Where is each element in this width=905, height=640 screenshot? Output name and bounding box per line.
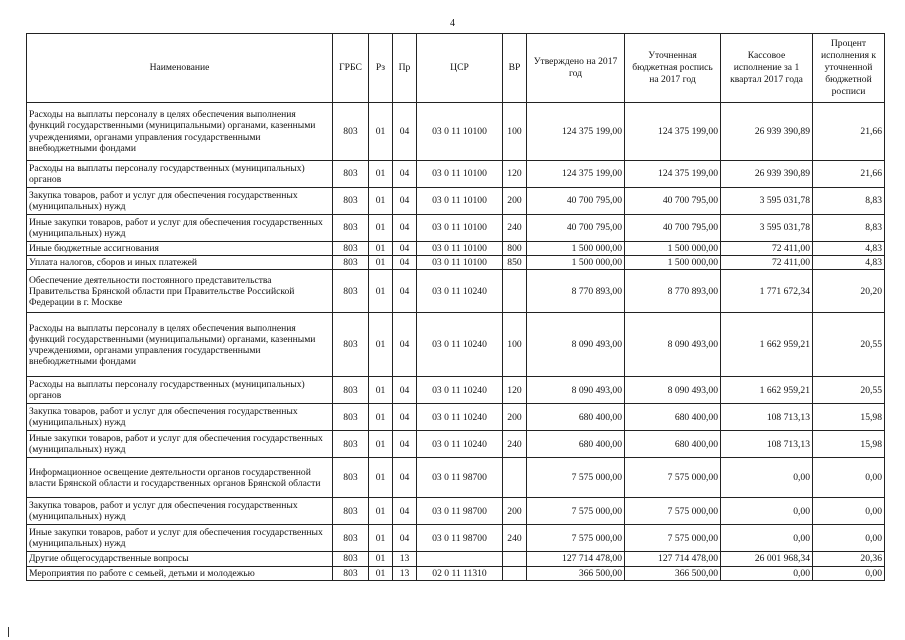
table-row [27, 242, 885, 256]
table-row [27, 566, 885, 580]
table-row [27, 498, 885, 525]
header-percent: Процент исполнения к уточненной бюджетной росписи [813, 34, 885, 103]
cell-pr: 04 [393, 242, 417, 256]
cell-vr: 850 [503, 256, 527, 270]
header-cash: Кассовое исполнение за 1 квартал 2017 года [721, 34, 813, 103]
table-row [27, 458, 885, 498]
cell-approved: 1 500 000,00 [527, 242, 625, 256]
cell-approved: 366 500,00 [527, 566, 625, 580]
table-row [27, 431, 885, 458]
cell-csr: 02 0 11 11310 [417, 566, 503, 580]
cell-grbs: 803 [333, 431, 369, 458]
cell-grbs: 803 [333, 498, 369, 525]
cell-vr: 200 [503, 498, 527, 525]
cell-csr: 03 0 11 98700 [417, 458, 503, 498]
table-body [27, 103, 885, 581]
cell-name: Расходы на выплаты персоналу в целях обеспечения выполнения функций государственными (муниципальными) органами, казенными учреждениями, органами управления государственными внебюджетными фондами [27, 103, 333, 161]
cell-vr: 100 [503, 313, 527, 377]
header-name: Наименование [27, 34, 333, 103]
cell-percent: 20,20 [813, 270, 885, 313]
cell-grbs: 803 [333, 188, 369, 215]
cell-grbs: 803 [333, 404, 369, 431]
cell-name: Закупка товаров, работ и услуг для обеспечения государственных (муниципальных) нужд [27, 404, 333, 431]
table-row [27, 404, 885, 431]
cell-rz: 01 [369, 215, 393, 242]
cell-name: Расходы на выплаты персоналу государственных (муниципальных) органов [27, 377, 333, 404]
cell-csr: 03 0 11 10240 [417, 270, 503, 313]
cell-grbs: 803 [333, 458, 369, 498]
cell-pr: 04 [393, 270, 417, 313]
cell-vr [503, 270, 527, 313]
cell-revised: 124 375 199,00 [625, 103, 721, 161]
cell-csr: 03 0 11 98700 [417, 525, 503, 552]
cell-vr: 200 [503, 404, 527, 431]
cell-vr: 240 [503, 215, 527, 242]
cell-rz: 01 [369, 431, 393, 458]
cell-grbs: 803 [333, 256, 369, 270]
cell-cash: 26 001 968,34 [721, 552, 813, 566]
cell-pr: 04 [393, 215, 417, 242]
cell-vr: 240 [503, 525, 527, 552]
cell-rz: 01 [369, 161, 393, 188]
cell-approved: 1 500 000,00 [527, 256, 625, 270]
cell-percent: 21,66 [813, 103, 885, 161]
cell-name: Обеспечение деятельности постоянного представительства Правительства Брянской области при Правительстве Российской Федерации в г. Москве [27, 270, 333, 313]
table-row [27, 313, 885, 377]
cell-pr: 13 [393, 566, 417, 580]
cell-rz: 01 [369, 188, 393, 215]
cell-percent: 8,83 [813, 215, 885, 242]
cell-csr: 03 0 11 10100 [417, 161, 503, 188]
cell-vr [503, 566, 527, 580]
cell-cash: 3 595 031,78 [721, 215, 813, 242]
cell-rz: 01 [369, 566, 393, 580]
cell-vr: 100 [503, 103, 527, 161]
cell-cash: 26 939 390,89 [721, 103, 813, 161]
header-pr: Пр [393, 34, 417, 103]
cell-approved: 7 575 000,00 [527, 498, 625, 525]
cell-cash: 1 662 959,21 [721, 313, 813, 377]
cell-rz: 01 [369, 498, 393, 525]
cell-name: Другие общегосударственные вопросы [27, 552, 333, 566]
cell-rz: 01 [369, 313, 393, 377]
cell-rz: 01 [369, 525, 393, 552]
table-row [27, 188, 885, 215]
cell-percent: 8,83 [813, 188, 885, 215]
cell-name: Иные закупки товаров, работ и услуг для обеспечения государственных (муниципальных) нужд [27, 215, 333, 242]
cell-percent: 4,83 [813, 256, 885, 270]
table-row [27, 161, 885, 188]
cell-cash: 108 713,13 [721, 404, 813, 431]
cell-pr: 04 [393, 404, 417, 431]
cell-grbs: 803 [333, 242, 369, 256]
cell-rz: 01 [369, 270, 393, 313]
table-row [27, 215, 885, 242]
cell-csr [417, 552, 503, 566]
cell-percent: 15,98 [813, 404, 885, 431]
cell-name: Иные бюджетные ассигнования [27, 242, 333, 256]
cell-csr: 03 0 11 10100 [417, 103, 503, 161]
cell-approved: 7 575 000,00 [527, 458, 625, 498]
cell-csr: 03 0 11 10240 [417, 313, 503, 377]
cell-approved: 680 400,00 [527, 404, 625, 431]
cell-pr: 04 [393, 431, 417, 458]
cell-percent: 0,00 [813, 566, 885, 580]
cell-csr: 03 0 11 10100 [417, 188, 503, 215]
cell-pr: 04 [393, 161, 417, 188]
cell-vr: 120 [503, 161, 527, 188]
cell-percent: 20,55 [813, 377, 885, 404]
cell-csr: 03 0 11 10240 [417, 377, 503, 404]
cell-percent: 15,98 [813, 431, 885, 458]
cell-grbs: 803 [333, 552, 369, 566]
cell-revised: 7 575 000,00 [625, 498, 721, 525]
cell-revised: 40 700 795,00 [625, 215, 721, 242]
cell-revised: 1 500 000,00 [625, 242, 721, 256]
cell-name: Расходы на выплаты персоналу государственных (муниципальных) органов [27, 161, 333, 188]
cell-percent: 0,00 [813, 458, 885, 498]
cell-pr: 04 [393, 458, 417, 498]
table-row [27, 377, 885, 404]
cell-cash: 0,00 [721, 498, 813, 525]
cell-percent: 0,00 [813, 498, 885, 525]
cell-revised: 40 700 795,00 [625, 188, 721, 215]
cell-name: Закупка товаров, работ и услуг для обеспечения государственных (муниципальных) нужд [27, 498, 333, 525]
cell-grbs: 803 [333, 270, 369, 313]
cell-cash: 0,00 [721, 458, 813, 498]
cell-name: Иные закупки товаров, работ и услуг для обеспечения государственных (муниципальных) нужд [27, 525, 333, 552]
cell-revised: 1 500 000,00 [625, 256, 721, 270]
cell-revised: 680 400,00 [625, 404, 721, 431]
cell-grbs: 803 [333, 377, 369, 404]
cell-rz: 01 [369, 377, 393, 404]
header-rz: Рз [369, 34, 393, 103]
cell-cash: 1 771 672,34 [721, 270, 813, 313]
cell-approved: 40 700 795,00 [527, 188, 625, 215]
cell-cash: 72 411,00 [721, 242, 813, 256]
cell-vr: 120 [503, 377, 527, 404]
cell-vr: 200 [503, 188, 527, 215]
cell-grbs: 803 [333, 161, 369, 188]
cell-csr: 03 0 11 10100 [417, 215, 503, 242]
cell-csr: 03 0 11 10100 [417, 256, 503, 270]
table-row [27, 525, 885, 552]
cell-revised: 8 090 493,00 [625, 377, 721, 404]
cell-pr: 04 [393, 103, 417, 161]
cell-csr: 03 0 11 98700 [417, 498, 503, 525]
cell-pr: 13 [393, 552, 417, 566]
cell-cash: 0,00 [721, 525, 813, 552]
cell-pr: 04 [393, 313, 417, 377]
cell-rz: 01 [369, 256, 393, 270]
cell-vr: 800 [503, 242, 527, 256]
header-grbs: ГРБС [333, 34, 369, 103]
cell-name: Уплата налогов, сборов и иных платежей [27, 256, 333, 270]
cell-name: Информационное освещение деятельности органов государственной власти Брянской области и государственных органов Брянской области [27, 458, 333, 498]
cell-rz: 01 [369, 552, 393, 566]
cell-revised: 7 575 000,00 [625, 458, 721, 498]
table-row [27, 256, 885, 270]
cell-pr: 04 [393, 188, 417, 215]
cell-approved: 40 700 795,00 [527, 215, 625, 242]
cell-percent: 21,66 [813, 161, 885, 188]
cell-approved: 127 714 478,00 [527, 552, 625, 566]
cell-grbs: 803 [333, 525, 369, 552]
cell-cash: 108 713,13 [721, 431, 813, 458]
cell-name: Мероприятия по работе с семьей, детьми и молодежью [27, 566, 333, 580]
budget-execution-table [26, 33, 885, 581]
cell-approved: 124 375 199,00 [527, 161, 625, 188]
cell-rz: 01 [369, 103, 393, 161]
header-vr: ВР [503, 34, 527, 103]
cell-pr: 04 [393, 525, 417, 552]
cell-name: Расходы на выплаты персоналу в целях обеспечения выполнения функций государственными (муниципальными) органами, казенными учреждениями, органами управления государственными внебюджетными фондами [27, 313, 333, 377]
table-header [27, 34, 885, 103]
table-row [27, 270, 885, 313]
cell-pr: 04 [393, 256, 417, 270]
cell-revised: 680 400,00 [625, 431, 721, 458]
table-row [27, 103, 885, 161]
cell-approved: 7 575 000,00 [527, 525, 625, 552]
cell-vr [503, 552, 527, 566]
cell-approved: 124 375 199,00 [527, 103, 625, 161]
cell-cash: 1 662 959,21 [721, 377, 813, 404]
cell-revised: 124 375 199,00 [625, 161, 721, 188]
cell-pr: 04 [393, 377, 417, 404]
cell-pr: 04 [393, 498, 417, 525]
cell-rz: 01 [369, 242, 393, 256]
cell-csr: 03 0 11 10100 [417, 242, 503, 256]
cell-percent: 20,55 [813, 313, 885, 377]
cell-csr: 03 0 11 10240 [417, 404, 503, 431]
cell-grbs: 803 [333, 215, 369, 242]
cell-rz: 01 [369, 404, 393, 431]
cell-percent: 0,00 [813, 525, 885, 552]
cell-cash: 26 939 390,89 [721, 161, 813, 188]
cell-name: Иные закупки товаров, работ и услуг для обеспечения государственных (муниципальных) нужд [27, 431, 333, 458]
cell-revised: 7 575 000,00 [625, 525, 721, 552]
header-revised: Уточненная бюджетная роспись на 2017 год [625, 34, 721, 103]
cell-revised: 366 500,00 [625, 566, 721, 580]
cell-name: Закупка товаров, работ и услуг для обеспечения государственных (муниципальных) нужд [27, 188, 333, 215]
cell-approved: 8 770 893,00 [527, 270, 625, 313]
cell-revised: 127 714 478,00 [625, 552, 721, 566]
cell-vr [503, 458, 527, 498]
cell-cash: 0,00 [721, 566, 813, 580]
cell-revised: 8 090 493,00 [625, 313, 721, 377]
cell-csr: 03 0 11 10240 [417, 431, 503, 458]
table-row [27, 552, 885, 566]
cell-approved: 8 090 493,00 [527, 313, 625, 377]
cell-percent: 4,83 [813, 242, 885, 256]
header-csr: ЦСР [417, 34, 503, 103]
cell-cash: 3 595 031,78 [721, 188, 813, 215]
cell-grbs: 803 [333, 566, 369, 580]
margin-mark [8, 627, 9, 637]
cell-approved: 680 400,00 [527, 431, 625, 458]
cell-approved: 8 090 493,00 [527, 377, 625, 404]
page-number: 4 [450, 18, 455, 29]
cell-grbs: 803 [333, 103, 369, 161]
cell-grbs: 803 [333, 313, 369, 377]
cell-rz: 01 [369, 458, 393, 498]
cell-vr: 240 [503, 431, 527, 458]
header-approved: Утверждено на 2017 год [527, 34, 625, 103]
cell-cash: 72 411,00 [721, 256, 813, 270]
cell-revised: 8 770 893,00 [625, 270, 721, 313]
cell-percent: 20,36 [813, 552, 885, 566]
